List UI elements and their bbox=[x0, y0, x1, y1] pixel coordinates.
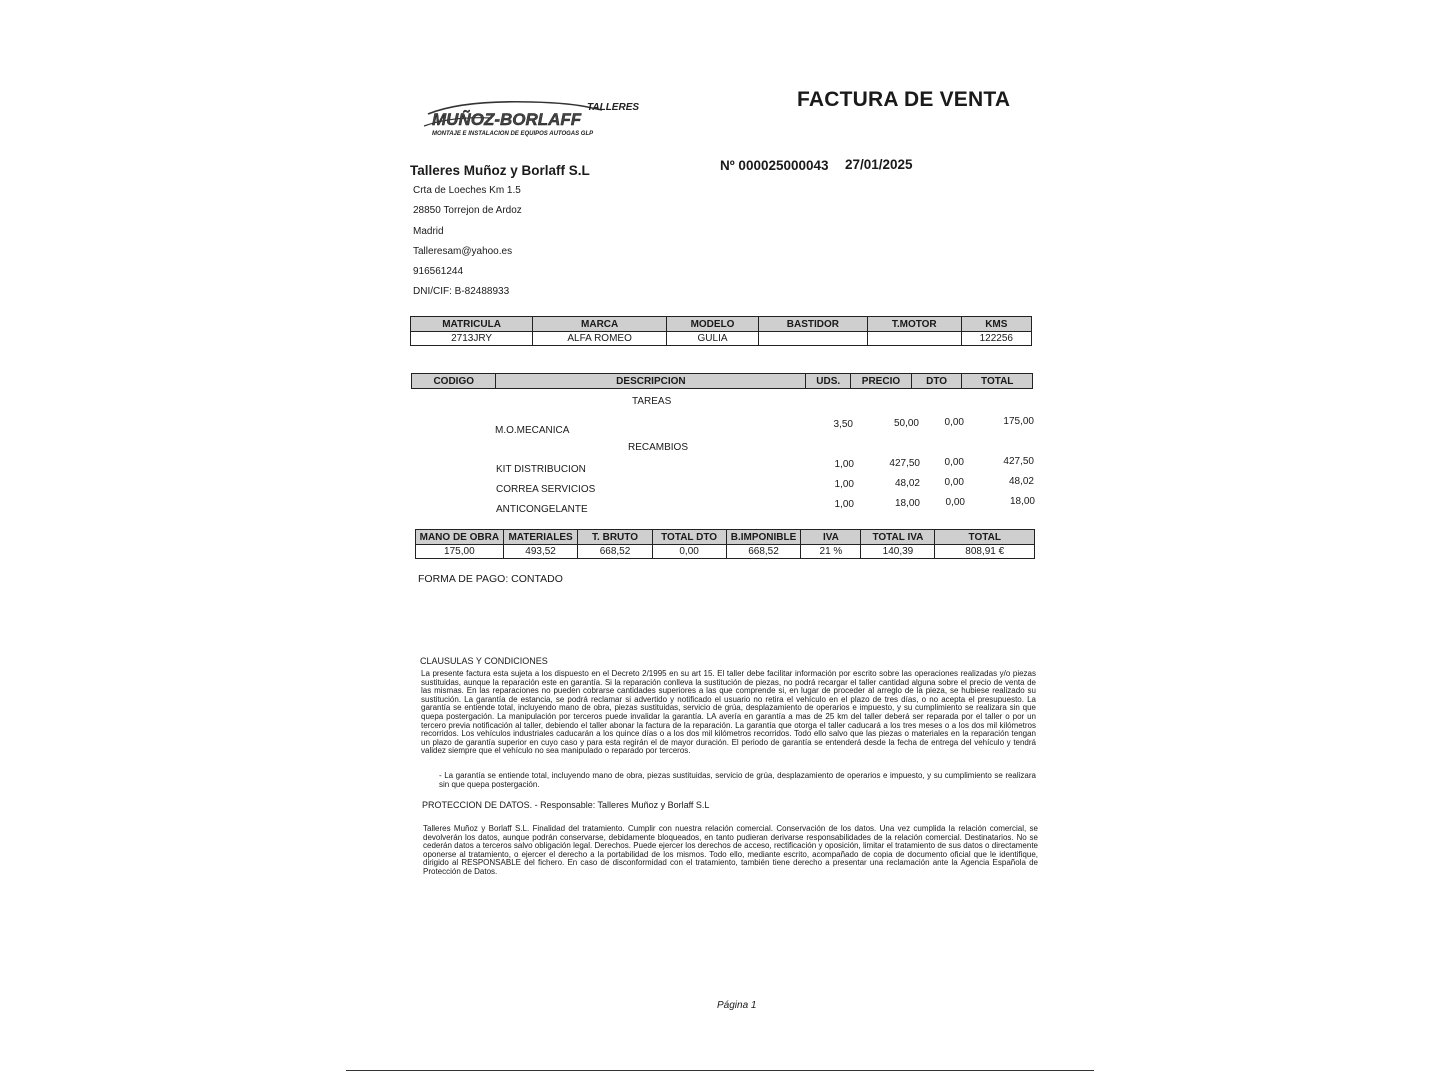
item-price: 50,00 bbox=[893, 418, 919, 429]
company-address-line1: Crta de Loeches Km 1.5 bbox=[413, 185, 521, 196]
section-parts: RECAMBIOS bbox=[628, 442, 689, 453]
items-header-row bbox=[412, 374, 1033, 389]
total-discount: 0,00 bbox=[652, 545, 726, 559]
total-gross: 668,52 bbox=[578, 545, 652, 559]
page-number: Página 1 bbox=[717, 1000, 757, 1011]
document-title: FACTURA DE VENTA bbox=[797, 88, 1011, 111]
vehicle-header-row bbox=[411, 317, 1032, 332]
item-description: ANTICONGELANTE bbox=[496, 504, 588, 515]
totals-value-row bbox=[416, 545, 1035, 559]
vehicle-header-cell: KMS bbox=[961, 317, 1031, 332]
company-city: Madrid bbox=[413, 226, 444, 237]
item-description: KIT DISTRIBUCION bbox=[496, 464, 586, 475]
totals-header-cell: TOTAL DTO bbox=[652, 530, 726, 545]
totals-header-cell: MANO DE OBRA bbox=[416, 530, 504, 545]
company-phone: 916561244 bbox=[413, 266, 464, 277]
item-description: M.O.MECANICA bbox=[495, 425, 570, 436]
invoice-date: 27/01/2025 bbox=[845, 157, 913, 172]
totals-header-cell: IVA bbox=[801, 530, 861, 545]
item-description: CORREA SERVICIOS bbox=[496, 484, 596, 495]
item-discount: 0,00 bbox=[945, 497, 965, 508]
items-header-cell: PRECIO bbox=[851, 374, 912, 389]
totals-header-cell: B.IMPONIBLE bbox=[726, 530, 801, 545]
vehicle-engine bbox=[867, 332, 961, 346]
totals-header-cell: TOTAL IVA bbox=[861, 530, 935, 545]
company-tax-id: DNI/CIF: B-82488933 bbox=[413, 286, 510, 297]
total-vat: 140,39 bbox=[861, 545, 935, 559]
clauses-title: CLAUSULAS Y CONDICIONES bbox=[420, 656, 548, 666]
data-protection-title: PROTECCION DE DATOS. - Responsable: Talleres Muñoz y Borlaff S.L bbox=[422, 800, 710, 810]
invoice-number: Nº 000025000043 bbox=[720, 158, 829, 173]
totals-header-row bbox=[416, 530, 1035, 545]
section-tasks: TAREAS bbox=[632, 396, 672, 407]
totals-table bbox=[415, 529, 1035, 559]
items-header-cell: CODIGO bbox=[412, 374, 496, 389]
company-email: Talleresam@yahoo.es bbox=[413, 246, 513, 257]
items-header-cell: TOTAL bbox=[962, 374, 1033, 389]
item-total: 175,00 bbox=[1003, 416, 1034, 427]
vehicle-header-cell: BASTIDOR bbox=[758, 317, 867, 332]
vehicle-header-cell: MARCA bbox=[533, 317, 667, 332]
clauses-paragraph: La presente factura esta sujeta a los dispuesto en el Decreto 2/1995 en su art 15. El taller debe facilitar información por escrito sobre las operaciones realizadas y/o piezas sustituidas, aunque la reparación este en garantía. Si la reparación conlleva la sustitución de piezas, no podrá recargar el taller cantidad alguna sobre el precio de venta de las mismas. En las reparaciones no pueden cobrarse cantidades superiores a las que comprende si, en lugar de proceder al arreglo de la pieza, se hubiese realizado su sustitución. La garantía de estancia, se podrá reclamar si advertido y notificado el usuario no retira el vehículo en el plazo de tres días, o no acepta el presupuesto. La garantía se entiende total, incluyendo mano de obra, piezas sustituidas, servicio de grúa, desplazamiento de operarios e impuesto, y su cumplimiento se realizara sin que quepa postergación. La manipulación por terceros puede invalidar la garantía. LA avería en garantía a mas de 25 km del taller deberá ser reparada por el taller o por un tercero previa notificación al taller, debiendo el taller abonar la factura de la reparación. La garantía que otorga el taller caducará a los tres meses o a los dos mil kilómetros recorridos. Los vehículos industriales caducarán a los quince días o a los dos mil kilómetros recorridos. Todo ello salvo que las piezas o materiales en la reparación tengan un plazo de garantía superior en cuyo caso y para esta regirán el de mayor duración. El periodo de garantía se entenderá desde la fecha de entrega del vehículo y tendrá validez siempre que el vehículo no sea manipulado o reparado por terceros. bbox=[421, 669, 1036, 756]
item-price: 18,00 bbox=[894, 498, 920, 509]
item-units: 1,00 bbox=[834, 459, 854, 470]
vehicle-header-cell: T.MOTOR bbox=[867, 317, 961, 332]
item-price: 48,02 bbox=[894, 478, 920, 489]
company-name: Talleres Muñoz y Borlaff S.L bbox=[410, 163, 590, 178]
totals-header-cell: MATERIALES bbox=[503, 530, 578, 545]
logo-tagline: MONTAJE E INSTALACION DE EQUIPOS AUTOGAS GLP bbox=[432, 131, 594, 137]
item-total: 18,00 bbox=[1009, 496, 1035, 507]
vehicle-model: GULIA bbox=[667, 332, 759, 346]
item-discount: 0,00 bbox=[944, 477, 964, 488]
item-units: 1,00 bbox=[834, 499, 854, 510]
item-discount: 0,00 bbox=[944, 457, 964, 468]
item-units: 1,00 bbox=[834, 479, 854, 490]
items-header-table bbox=[411, 373, 1033, 389]
data-protection-paragraph: Talleres Muñoz y Borlaff S.L. Finalidad del tratamiento. Cumplir con nuestra relación comercial. Conservación de los datos. Una vez cumplida la relación comercial, se devolverán los datos, aunque podrán conservarse, debidamente bloqueados, en tanto pudieran derivarse responsabilidades de la relación comercial. Destinatarios. No se cederán datos a terceros salvo obligación legal. Derechos. Puede ejercer los derechos de acceso, rectificación y oposición, limitar el tratamiento de sus datos o directamente oponerse al tratamiento, o ejercer el derecho a la portabilidad de los mismos. Todo ello, mediante escrito, acompañado de copia de documento oficial que le identifique, dirigido al RESPONSABLE del fichero. En caso de disconformidad con el tratamiento, también tiene derecho a presentar una reclamación ante la Agencia Española de Protección de Datos. bbox=[423, 824, 1038, 876]
vehicle-plate: 2713JRY bbox=[411, 332, 533, 346]
total-taxable-base: 668,52 bbox=[726, 545, 801, 559]
totals-header-cell: TOTAL bbox=[935, 530, 1035, 545]
company-logo bbox=[422, 96, 676, 138]
total-materials: 493,52 bbox=[503, 545, 578, 559]
item-total: 427,50 bbox=[1003, 456, 1034, 467]
totals-header-cell: T. BRUTO bbox=[578, 530, 652, 545]
warranty-paragraph: - La garantía se entiende total, incluyendo mano de obra, piezas sustituidas, servicio de grúa, desplazamiento de operarios e impuesto, y su cumplimiento se realizara sin que quepa postergación. bbox=[439, 771, 1036, 789]
logo-main-text: MUÑOZ-BORLAFF bbox=[432, 110, 582, 129]
item-units: 3,50 bbox=[833, 419, 853, 430]
vehicle-kms: 122256 bbox=[961, 332, 1031, 346]
item-total: 48,02 bbox=[1008, 476, 1034, 487]
bottom-divider bbox=[346, 1070, 1094, 1071]
vehicle-chassis bbox=[758, 332, 867, 346]
car-logo-icon bbox=[422, 96, 676, 138]
vehicle-brand: ALFA ROMEO bbox=[533, 332, 667, 346]
company-address-line2: 28850 Torrejon de Ardoz bbox=[413, 205, 522, 216]
payment-method: FORMA DE PAGO: CONTADO bbox=[418, 573, 563, 585]
items-header-cell: DTO bbox=[911, 374, 962, 389]
items-header-cell: UDS. bbox=[806, 374, 851, 389]
vehicle-header-cell: MODELO bbox=[667, 317, 759, 332]
grand-total: 808,91 € bbox=[935, 545, 1035, 559]
total-labour: 175,00 bbox=[416, 545, 504, 559]
logo-top-text: TALLERES bbox=[587, 102, 640, 113]
vehicle-header-cell: MATRICULA bbox=[411, 317, 533, 332]
vehicle-table bbox=[410, 316, 1032, 346]
item-discount: 0,00 bbox=[944, 417, 964, 428]
vat-rate: 21 % bbox=[801, 545, 861, 559]
vehicle-value-row bbox=[411, 332, 1032, 346]
item-price: 427,50 bbox=[889, 458, 920, 469]
items-header-cell: DESCRIPCION bbox=[496, 374, 806, 389]
